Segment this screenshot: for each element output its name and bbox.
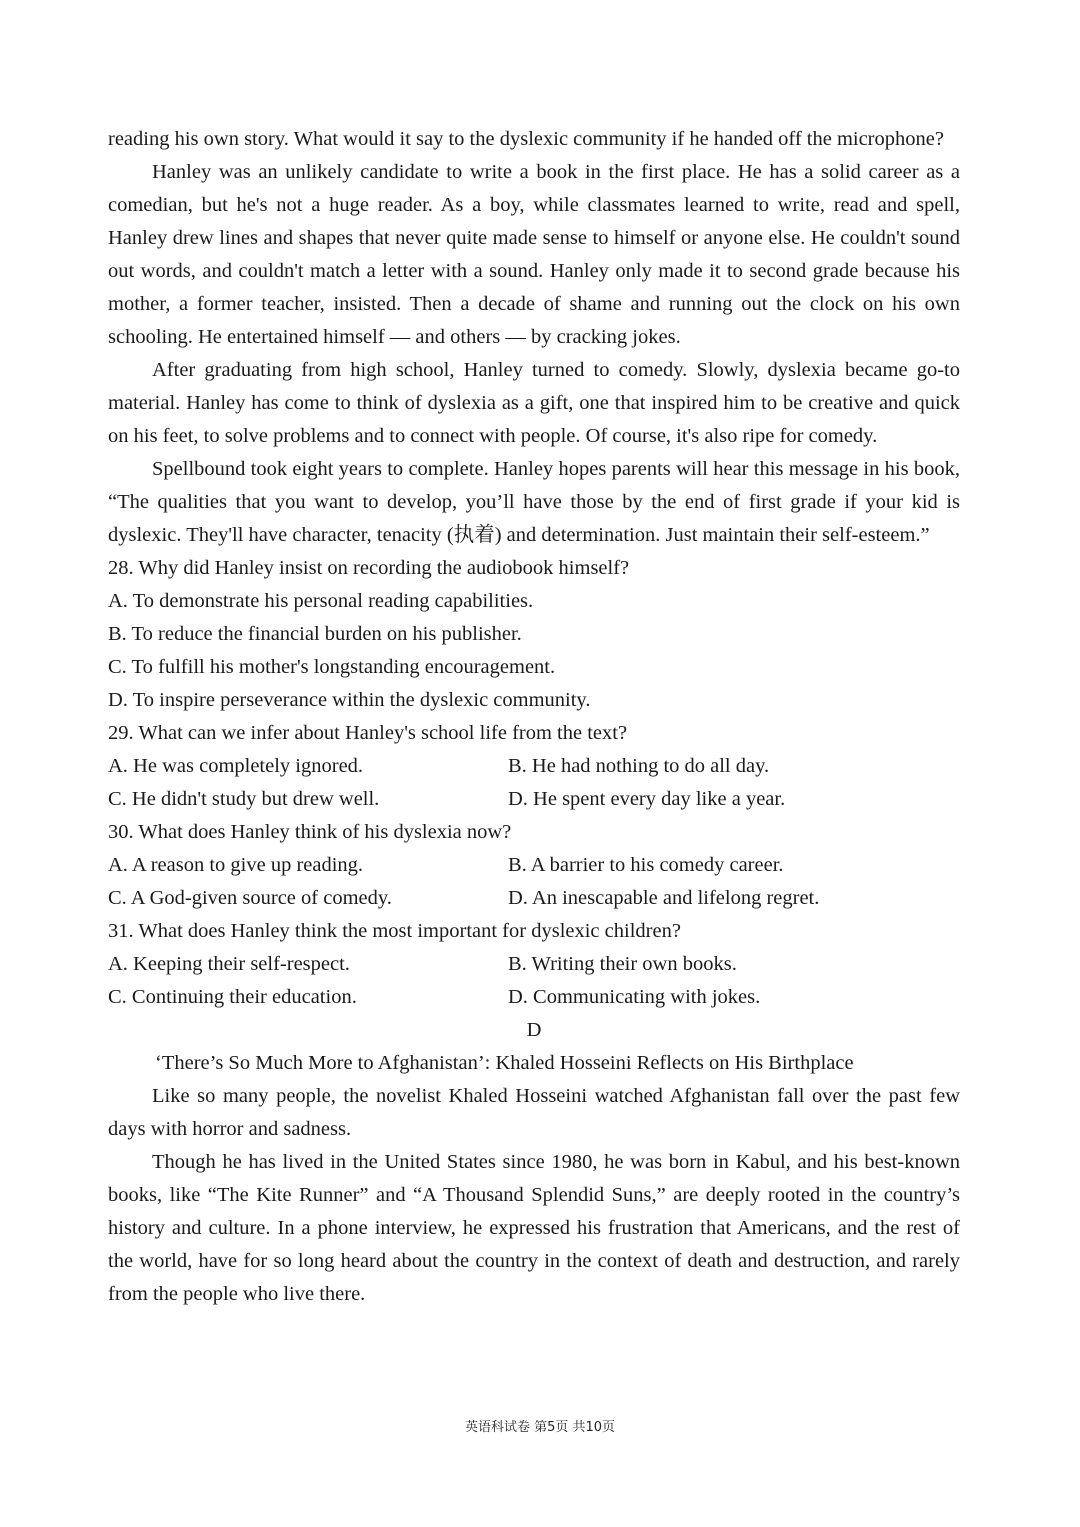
option-a: A. He was completely ignored. xyxy=(108,755,364,777)
option-c: C. Continuing their education. xyxy=(108,986,357,1008)
question-30 xyxy=(108,816,960,915)
passage-c-continuation: reading his own story. What would it say to the dyslexic community if he handed off the microphone? xyxy=(108,128,944,150)
question-28 xyxy=(108,552,960,717)
passage-c-paragraph: After graduating from high school, Hanley turned to comedy. Slowly, dyslexia became go-to material. Hanley has come to think of dyslexia as a gift, one that inspired him to be creative and quick on his feet, to solve problems and to connect with people. Of course, it's also ripe for comedy. xyxy=(108,359,960,447)
question-stem: 30. What does Hanley think of his dyslexia now? xyxy=(108,821,512,843)
passage-title: ‘There’s So Much More to Afghanistan’: Khaled Hosseini Reflects on His Birthplace xyxy=(155,1052,854,1074)
options-grid xyxy=(108,948,960,1014)
question-31 xyxy=(108,915,960,1014)
option-c: C. To fulfill his mother's longstanding encouragement. xyxy=(108,656,556,678)
question-stem: 28. Why did Hanley insist on recording the audiobook himself? xyxy=(108,557,630,579)
option-c: C. A God-given source of comedy. xyxy=(108,887,392,909)
option-d: D. He spent every day like a year. xyxy=(508,788,786,810)
question-stem: 31. What does Hanley think the most important for dyslexic children? xyxy=(108,920,681,942)
passage-d-paragraph: Like so many people, the novelist Khaled Hosseini watched Afghanistan fall over the past few days with horror and sadness. xyxy=(108,1085,960,1140)
question-stem: 29. What can we infer about Hanley's school life from the text? xyxy=(108,722,628,744)
passage-d-paragraph: Though he has lived in the United States since 1980, he was born in Kabul, and his best-known books, like “The Kite Runner” and “A Thousand Splendid Suns,” are deeply rooted in the country’s history and culture. In a phone interview, he expressed his frustration that Americans, and the rest of the world, have for so long heard about the country in the context of death and destruction, and rarely from the people who live there. xyxy=(108,1151,960,1305)
page-footer: 英语科试卷 第5页 共10页 xyxy=(464,1420,616,1435)
option-b: B. To reduce the financial burden on his publisher. xyxy=(108,623,522,645)
option-a: A. A reason to give up reading. xyxy=(108,854,364,876)
section-label: D xyxy=(526,1019,542,1041)
passage-c-paragraph: Hanley was an unlikely candidate to write a book in the first place. He has a solid career as a comedian, but he's not a huge reader. As a boy, while classmates learned to write, read and spell, Hanley drew lines and shapes that never quite made sense to himself or anyone else. He couldn't sound out words, and couldn't match a letter with a sound. Hanley only made it to second grade because his mother, a former teacher, insisted. Then a decade of shame and running out the clock on his own schooling. He entertained himself — and others — by cracking jokes. xyxy=(108,161,960,348)
option-d: D. Communicating with jokes. xyxy=(508,986,761,1008)
options-grid xyxy=(108,750,960,816)
option-d: D. To inspire perseverance within the dyslexic community. xyxy=(108,689,591,711)
option-b: B. He had nothing to do all day. xyxy=(508,755,770,777)
option-c: C. He didn't study but drew well. xyxy=(108,788,380,810)
options-grid xyxy=(108,849,960,915)
passage-c-paragraph: Spellbound took eight years to complete. Hanley hopes parents will hear this message in his book, “The qualities that you want to develop, you’ll have those by the end of first grade if your kid is dyslexic. They'll have character, tenacity (执着) and determination. Just maintain their self-esteem.” xyxy=(108,458,960,546)
option-a: A. To demonstrate his personal reading capabilities. xyxy=(108,590,534,612)
option-a: A. Keeping their self-respect. xyxy=(108,953,350,975)
question-29 xyxy=(108,717,960,816)
exam-page xyxy=(108,123,960,1311)
option-b: B. Writing their own books. xyxy=(508,953,737,975)
option-d: D. An inescapable and lifelong regret. xyxy=(508,887,820,909)
option-b: B. A barrier to his comedy career. xyxy=(508,854,784,876)
